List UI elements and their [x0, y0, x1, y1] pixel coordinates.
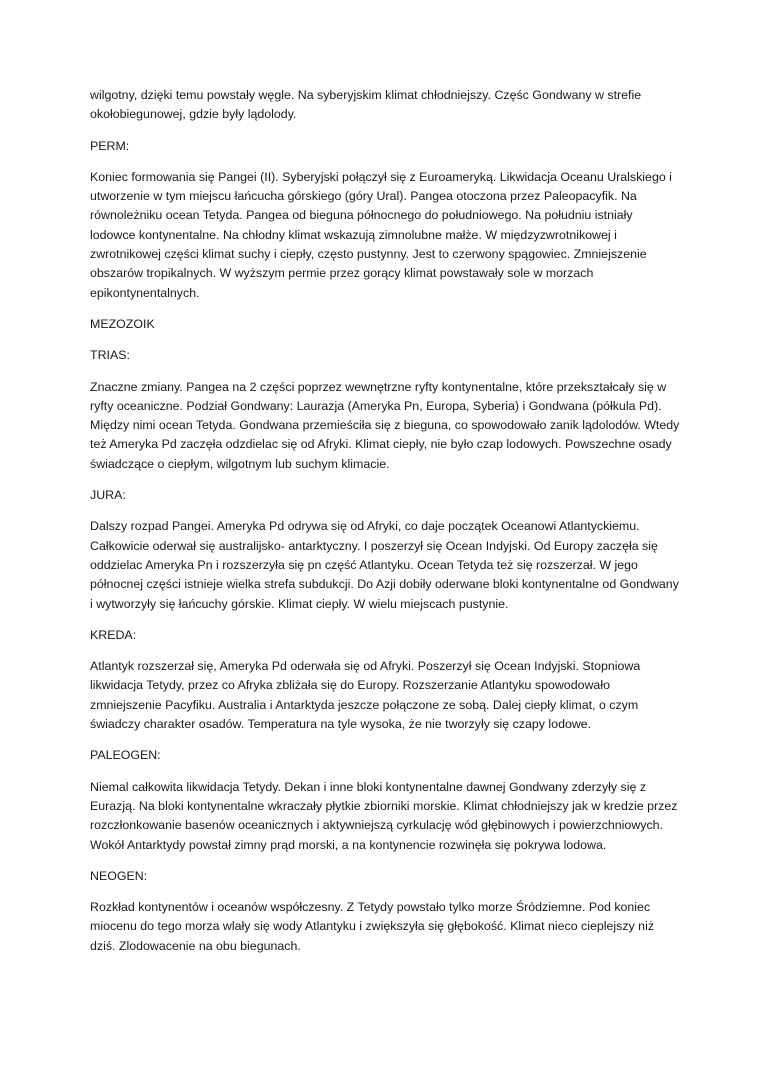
- heading-perm: PERM:: [90, 138, 130, 153]
- heading-mezozoik: MEZOZOIK: [90, 316, 155, 331]
- heading-jura: JURA:: [90, 488, 126, 503]
- heading-trias: TRIAS:: [90, 348, 130, 363]
- heading-paleogen: PALEOGEN:: [90, 748, 161, 763]
- heading-neogen: NEOGEN:: [90, 868, 148, 883]
- paragraph-carboniferous-end: wilgotny, dzięki temu powstały węgle. Na syberyjskim klimat chłodniejszy. Częśc Gondwany w strefie okołobiegunowej, gdzie były lądolody.: [90, 88, 642, 122]
- paragraph-kreda: Atlantyk rozszerzał się, Ameryka Pd oderwała się od Afryki. Poszerzył się Ocean Indyjski. Stopniowa likwidacja Tetydy, przez co Afryka zbliżała się do Europy. Rozszerzanie Atlantyku spowodowało zmniejszenie Pacyfiku. Australia i Antarktyda jeszcze połączone ze sobą. Dalej ciepły klimat, o czym świadczy charakter osadów. Temperatura na tyle wysoka, że nie tworzyły się czapy lodowe.: [90, 659, 641, 732]
- document-page: [90, 86, 680, 968]
- paragraph-jura: Dalszy rozpad Pangei. Ameryka Pd odrywa się od Afryki, co daje początek Oceanowi Atlantyckiemu. Całkowicie oderwał się australijsko- antarktyczny. I poszerzył się Ocean Indyjski. Od Europy zaczęła się oddzielac Ameryka Pn i rozszerzyła się pn część Atlantyku. Ocean Tetyda też się rozszerzał. W jego północnej części istnieje wielka strefa subdukcji. Do Azji dobiły oderwane bloki kontynentalne od Gondwany i wytworzyły się łańcuchy górskie. Klimat ciepły. W wielu miejscach pustynie.: [90, 519, 679, 611]
- heading-kreda: KREDA:: [90, 627, 137, 642]
- paragraph-neogen: Rozkład kontynentów i oceanów współczesny. Z Tetydy powstało tylko morze Śródziemne. Pod koniec miocenu do tego morza wlały się wody Atlantyku i zwiększyła się głębokość. Klimat nieco cieplejszy niż dziś. Zlodowacenie na obu biegunach.: [90, 900, 655, 953]
- paragraph-paleogen: Niemal całkowita likwidacja Tetydy. Dekan i inne bloki kontynentalne dawnej Gondwany zderzyły się z Eurazją. Na bloki kontynentalne wkraczały płytkie zbiorniki morskie. Klimat chłodniejszy jak w kredzie przez rozczłonkowanie basenów oceanicznych i aktywniejszą cyrkulację wód głębinowych i powierzchniowych. Wokół Antarktydy powstał zimny prąd morski, a na kontynencie rozwinęła się pokrywa lodowa.: [90, 779, 678, 852]
- paragraph-perm: Koniec formowania się Pangei (II). Syberyjski połączył się z Euroameryką. Likwidacja Oceanu Uralskiego i utworzenie w tym miejscu łańcucha górskiego (góry Ural). Pangea otoczona przez Paleopacyfik. Na równoleżniku ocean Tetyda. Pangea od bieguna północnego do południowego. Na południu istniały lodowce kontynentalne. Na chłodny klimat wskazują zimnolubne małże. W międzyzwrotnikowej i zwrotnikowej części klimat suchy i ciepły, często pustynny. Jest to czerwony spągowiec. Zmniejszenie obszarów tropikalnych. W wyższym permie przez gorący klimat powstawały sole w morzach epikontynentalnych.: [90, 169, 672, 300]
- paragraph-trias: Znaczne zmiany. Pangea na 2 części poprzez wewnętrzne ryfty kontynentalne, które przekształcały się w ryfty oceaniczne. Podział Gondwany: Laurazja (Ameryka Pn, Europa, Syberia) i Gondwana (półkula Pd). Między nimi ocean Tetyda. Gondwana przemieściła się z bieguna, co spowodowało zanik lądolodów. Wtedy też Ameryka Pd zaczęła odzdielac się od Afryki. Klimat ciepły, nie było czap lodowych. Powszechne osady świadczące o ciepłym, wilgotnym lub suchym klimacie.: [90, 379, 680, 471]
